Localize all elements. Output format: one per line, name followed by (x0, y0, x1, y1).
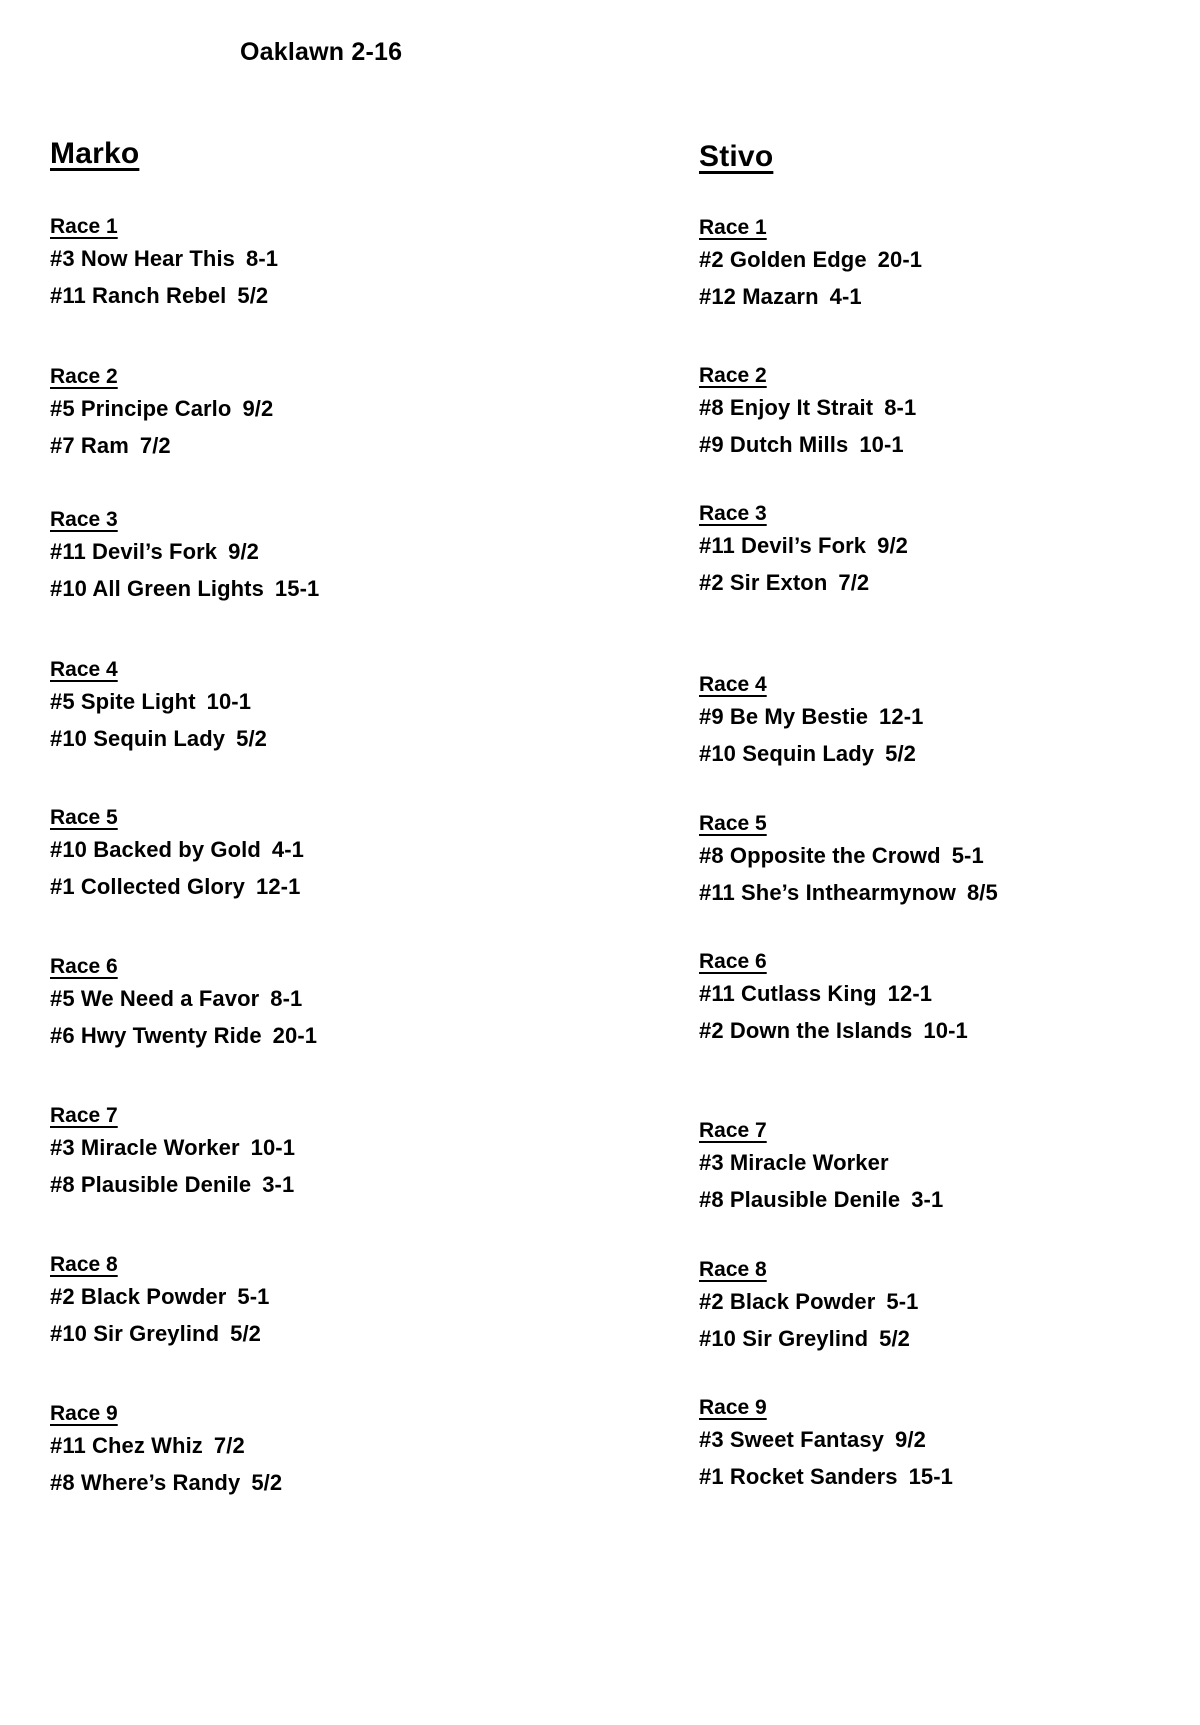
race-block (699, 501, 1200, 601)
race-label: Race 9 (699, 1396, 767, 1419)
pick-horse: #2 Golden Edge (699, 247, 867, 272)
race-label: Race 3 (50, 508, 118, 531)
pick-line (50, 1315, 570, 1352)
pick-horse: #5 Principe Carlo (50, 396, 232, 421)
pick-horse: #8 Enjoy It Strait (699, 395, 874, 420)
pick-line (50, 980, 570, 1017)
pick-horse: #11 Devil’s Fork (699, 533, 867, 558)
pick-line (699, 837, 1200, 874)
pick-line (50, 1017, 570, 1054)
pick-line (50, 1129, 570, 1166)
race-label: Race 4 (50, 658, 118, 681)
pick-horse: #3 Miracle Worker (50, 1135, 240, 1160)
pick-horse: #3 Now Hear This (50, 246, 235, 271)
pick-line (699, 278, 1200, 315)
pick-odds: 7/2 (838, 570, 870, 595)
handicapper-name-heading: Marko (50, 137, 140, 170)
pick-horse: #1 Collected Glory (50, 874, 245, 899)
pick-line (699, 1144, 1200, 1181)
pick-line (699, 1421, 1200, 1458)
race-label: Race 6 (50, 955, 118, 978)
pick-horse: #2 Black Powder (699, 1289, 876, 1314)
pick-horse: #5 We Need a Favor (50, 986, 260, 1011)
race-block (50, 507, 570, 607)
race-block (699, 672, 1200, 772)
race-label: Race 2 (50, 365, 118, 388)
pick-line (699, 735, 1200, 772)
pick-line (50, 1464, 570, 1501)
pick-line (699, 975, 1200, 1012)
pick-line (50, 427, 570, 464)
pick-horse: #9 Dutch Mills (699, 432, 849, 457)
pick-odds: 5-1 (951, 843, 984, 868)
race-block (50, 1252, 570, 1352)
race-block (699, 363, 1200, 463)
pick-line (699, 527, 1200, 564)
pick-line (699, 426, 1200, 463)
pick-horse: #10 Sequin Lady (699, 741, 875, 766)
race-block (699, 949, 1200, 1049)
pick-odds: 10-1 (923, 1018, 968, 1043)
race-block (50, 214, 570, 314)
race-block (699, 1395, 1200, 1495)
pick-odds: 15-1 (908, 1464, 954, 1489)
pick-odds: 9/2 (242, 396, 274, 421)
pick-line (50, 570, 570, 607)
pick-line (699, 1283, 1200, 1320)
pick-horse: #7 Ram (50, 433, 129, 458)
race-block (50, 1401, 570, 1501)
pick-horse: #2 Down the Islands (699, 1018, 913, 1043)
pick-odds: 3-1 (911, 1187, 944, 1212)
race-label: Race 9 (50, 1402, 118, 1425)
pick-horse: #10 Sir Greylind (50, 1321, 220, 1346)
pick-horse: #10 Sir Greylind (699, 1326, 869, 1351)
pick-horse: #8 Where’s Randy (50, 1470, 241, 1495)
pick-line (50, 868, 570, 905)
pick-line (50, 533, 570, 570)
pick-odds: 5-1 (886, 1289, 919, 1314)
race-label: Race 5 (699, 812, 767, 835)
pick-odds: 20-1 (877, 247, 923, 272)
pick-horse: #11 Ranch Rebel (50, 283, 227, 308)
pick-odds: 4-1 (829, 284, 862, 309)
pick-horse: #11 She’s Inthearmynow (699, 880, 956, 905)
pick-line (50, 1427, 570, 1464)
race-block (50, 805, 570, 905)
pick-line (699, 1320, 1200, 1357)
race-block (50, 954, 570, 1054)
race-block (699, 1118, 1200, 1218)
pick-horse: #11 Devil’s Fork (50, 539, 218, 564)
pick-odds: 12-1 (887, 981, 933, 1006)
pick-horse: #8 Plausible Denile (699, 1187, 901, 1212)
pick-line (699, 1458, 1200, 1495)
pick-line (699, 564, 1200, 601)
pick-horse: #5 Spite Light (50, 689, 196, 714)
pick-horse: #2 Black Powder (50, 1284, 227, 1309)
race-label: Race 3 (699, 502, 767, 525)
pick-odds: 7/2 (139, 433, 171, 458)
pick-odds: 5/2 (879, 1326, 911, 1351)
race-label: Race 5 (50, 806, 118, 829)
pick-odds: 10-1 (859, 432, 904, 457)
pick-horse: #3 Miracle Worker (699, 1150, 889, 1175)
pick-odds: 5/2 (251, 1470, 283, 1495)
pick-line (699, 1012, 1200, 1049)
race-block (50, 657, 570, 757)
race-label: Race 1 (50, 215, 118, 238)
pick-line (50, 683, 570, 720)
pick-odds: 8-1 (884, 395, 917, 420)
pick-odds: 5/2 (237, 283, 269, 308)
race-label: Race 7 (699, 1119, 767, 1142)
pick-odds: 9/2 (877, 533, 908, 558)
pick-line (699, 698, 1200, 735)
race-block (699, 215, 1200, 315)
pick-horse: #10 Sequin Lady (50, 726, 226, 751)
pick-line (50, 720, 570, 757)
race-block (50, 364, 570, 464)
pick-odds: 8-1 (270, 986, 303, 1011)
pick-odds: 5-1 (237, 1284, 270, 1309)
race-label: Race 2 (699, 364, 767, 387)
page-title: Oaklawn 2-16 (240, 38, 403, 66)
race-block (699, 1257, 1200, 1357)
pick-line (699, 389, 1200, 426)
pick-odds: 9/2 (228, 539, 259, 564)
pick-line (699, 1181, 1200, 1218)
pick-odds: 20-1 (272, 1023, 318, 1048)
race-block (699, 811, 1200, 911)
pick-odds: 5/2 (230, 1321, 262, 1346)
pick-line (699, 874, 1200, 911)
pick-horse: #8 Opposite the Crowd (699, 843, 941, 868)
pick-line (50, 831, 570, 868)
pick-odds: 9/2 (895, 1427, 926, 1452)
pick-horse: #3 Sweet Fantasy (699, 1427, 885, 1452)
pick-horse: #11 Chez Whiz (50, 1433, 203, 1458)
pick-line (699, 241, 1200, 278)
race-block (50, 1103, 570, 1203)
pick-odds: 7/2 (213, 1433, 245, 1458)
pick-line (50, 277, 570, 314)
pick-line (50, 240, 570, 277)
race-label: Race 4 (699, 673, 767, 696)
race-label: Race 8 (50, 1253, 118, 1276)
pick-odds: 4-1 (271, 837, 304, 862)
pick-horse: #1 Rocket Sanders (699, 1464, 898, 1489)
pick-line (50, 390, 570, 427)
pick-odds: 10-1 (250, 1135, 296, 1160)
race-label: Race 1 (699, 216, 767, 239)
race-label: Race 6 (699, 950, 767, 973)
pick-horse: #11 Cutlass King (699, 981, 877, 1006)
pick-odds: 5/2 (236, 726, 268, 751)
pick-line (50, 1278, 570, 1315)
race-label: Race 8 (699, 1258, 767, 1281)
pick-horse: #8 Plausible Denile (50, 1172, 252, 1197)
pick-odds: 12-1 (255, 874, 301, 899)
pick-horse: #10 Backed by Gold (50, 837, 261, 862)
pick-odds: 5/2 (885, 741, 917, 766)
pick-odds: 12-1 (879, 704, 924, 729)
pick-line (50, 1166, 570, 1203)
handicapper-name-heading: Stivo (699, 140, 774, 173)
pick-horse: #6 Hwy Twenty Ride (50, 1023, 262, 1048)
pick-horse: #12 Mazarn (699, 284, 819, 309)
pick-odds: 8/5 (966, 880, 998, 905)
pick-odds: 8-1 (246, 246, 279, 271)
pick-horse: #10 All Green Lights (50, 576, 264, 601)
race-label: Race 7 (50, 1104, 118, 1127)
pick-odds: 10-1 (206, 689, 252, 714)
pick-horse: #9 Be My Bestie (699, 704, 869, 729)
pick-odds: 3-1 (262, 1172, 295, 1197)
pick-odds: 15-1 (274, 576, 320, 601)
pick-horse: #2 Sir Exton (699, 570, 828, 595)
